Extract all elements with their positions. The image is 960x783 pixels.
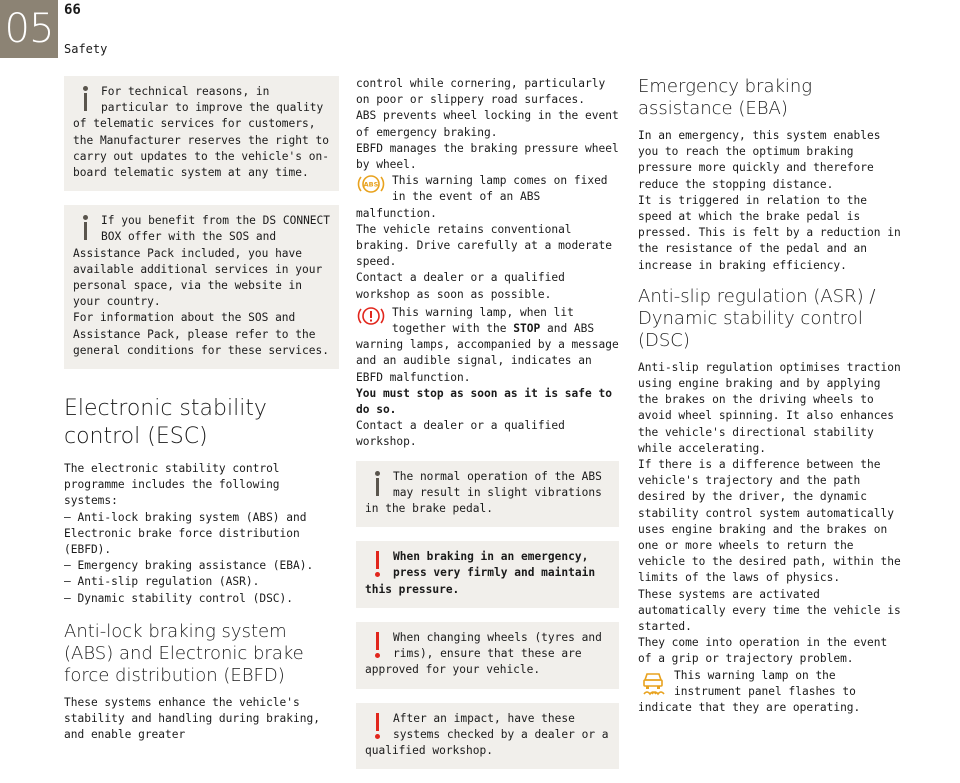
note-text: After an impact, have these systems checked by a dealer or a qualified workshop. (365, 711, 609, 757)
eba-heading: Emergency braking assistance (EBA) (638, 76, 813, 119)
abs-heading: Anti-lock braking system (ABS) and Electronic brake force distribution (EBFD) (64, 620, 304, 686)
column-2 (356, 76, 619, 783)
asr-heading: Anti-slip regulation (ASR) / Dynamic stability control (DSC) (638, 285, 876, 351)
info-note (356, 461, 619, 528)
info-icon (73, 213, 99, 243)
brake-warning-lamp-icon (356, 305, 388, 327)
warning-note (356, 541, 619, 608)
paragraph: EBFD manages the braking pressure wheel by wheel. (356, 141, 619, 172)
warning-icon (365, 630, 391, 660)
paragraph: Contact a dealer or a qualified workshop. (356, 419, 565, 449)
paragraph: It is triggered in relation to the speed at which the brake pedal is pressed. This is felt by a reduction in the resistance of the pedal and an increase in braking efficiency. (638, 193, 901, 272)
lamp-text: This warning lamp comes on fixed in the event of an ABS malfunction. (356, 174, 608, 220)
warning-note (356, 622, 619, 689)
paragraph: In an emergency, this system enables you to reach the optimum braking pressure more quickly and therefore reduce the stopping distance. (638, 129, 881, 191)
note-text: When changing wheels (tyres and rims), ensure that these are approved for your vehicle. (365, 630, 602, 677)
note-text: For technical reasons, in particular to improve the quality of telematic services for customers, the Manufacturer reserves the right to carry out updates to the vehicle's on-board telematic system at any time. (73, 85, 329, 180)
warning-icon (365, 549, 391, 579)
note-text: If you benefit from the DS CONNECT BOX offer with the SOS and Assistance Pack included, you have available additional services in your personal space, via the website in your country. (73, 214, 331, 309)
paragraph: If there is a difference between the vehicle's trajectory and the path desired by the driver, the dynamic stability control system automatically uses engine braking and the brakes on one or more wheels to return the vehicle to the desired path, within the limits of the laws of physics. (638, 458, 901, 585)
info-note (64, 205, 339, 369)
list-item: – Emergency braking assistance (EBA). (64, 559, 314, 573)
paragraph: Contact a dealer or a qualified workshop as soon as possible. (356, 271, 565, 301)
abs-paragraph: These systems enhance the vehicle's stability and handling during braking, and enable greater (64, 695, 320, 742)
list-item: – Anti-lock braking system (ABS) and Electronic brake force distribution (EBFD). (64, 510, 307, 557)
page-number: 66 (64, 2, 81, 18)
paragraph: These systems are activated automatically every time the vehicle is started. (638, 587, 901, 634)
warning-icon (365, 711, 391, 741)
paragraph: Anti-slip regulation optimises traction using engine braking and by applying the brakes on the driving wheels to avoid wheel spinning. It also enhances the vehicle's directional stability while accelerating. (638, 360, 901, 455)
paragraph: They come into operation in the event of a grip or trajectory problem. (638, 636, 888, 666)
list-item: – Dynamic stability control (DSC). (64, 591, 294, 605)
warning-note (356, 703, 619, 770)
note-text: For information about the SOS and Assistance Pack, please refer to the general conditions for these services. (73, 311, 329, 357)
paragraph: The vehicle retains conventional braking. Drive carefully at a moderate speed. (356, 222, 612, 269)
section-label: Safety (64, 42, 108, 56)
lamp-text: This warning lamp on the instrument panel flashes to indicate that they are operating. (638, 668, 861, 715)
lamp-text: This warning lamp, when lit together with the STOP and ABS warning lamps, accompanied by a message and an audible signal, indicates an EBFD malfunction. (356, 305, 619, 384)
note-text: When braking in an emergency, press very firmly and maintain this pressure. (365, 550, 596, 596)
note-text: The normal operation of the ABS may result in slight vibrations in the brake pedal. (365, 469, 602, 516)
abs-lamp-label: ABS (363, 180, 379, 189)
esc-lamp-row (638, 668, 903, 717)
stop-instruction: You must stop as soon as it is safe to do so. (356, 386, 612, 417)
info-note (64, 76, 339, 191)
esc-heading: Electronic stability control (ESC) (64, 396, 267, 450)
paragraph: ABS prevents wheel locking in the event of emergency braking. (356, 109, 619, 139)
brake-lamp-row (356, 305, 619, 386)
column-3 (638, 76, 903, 716)
paragraph: control while cornering, particularly on poor or slippery road surfaces. (356, 77, 606, 107)
info-icon (365, 469, 391, 499)
abs-warning-lamp-icon (356, 173, 388, 195)
abs-lamp-row (356, 173, 619, 222)
info-icon (73, 84, 99, 114)
esc-intro: The electronic stability control programme includes the following systems: (64, 462, 280, 508)
esc-skid-lamp-icon (638, 668, 670, 690)
chapter-tab: 05 (0, 0, 58, 58)
list-item: – Anti-slip regulation (ASR). (64, 575, 260, 589)
column-1 (64, 76, 339, 743)
